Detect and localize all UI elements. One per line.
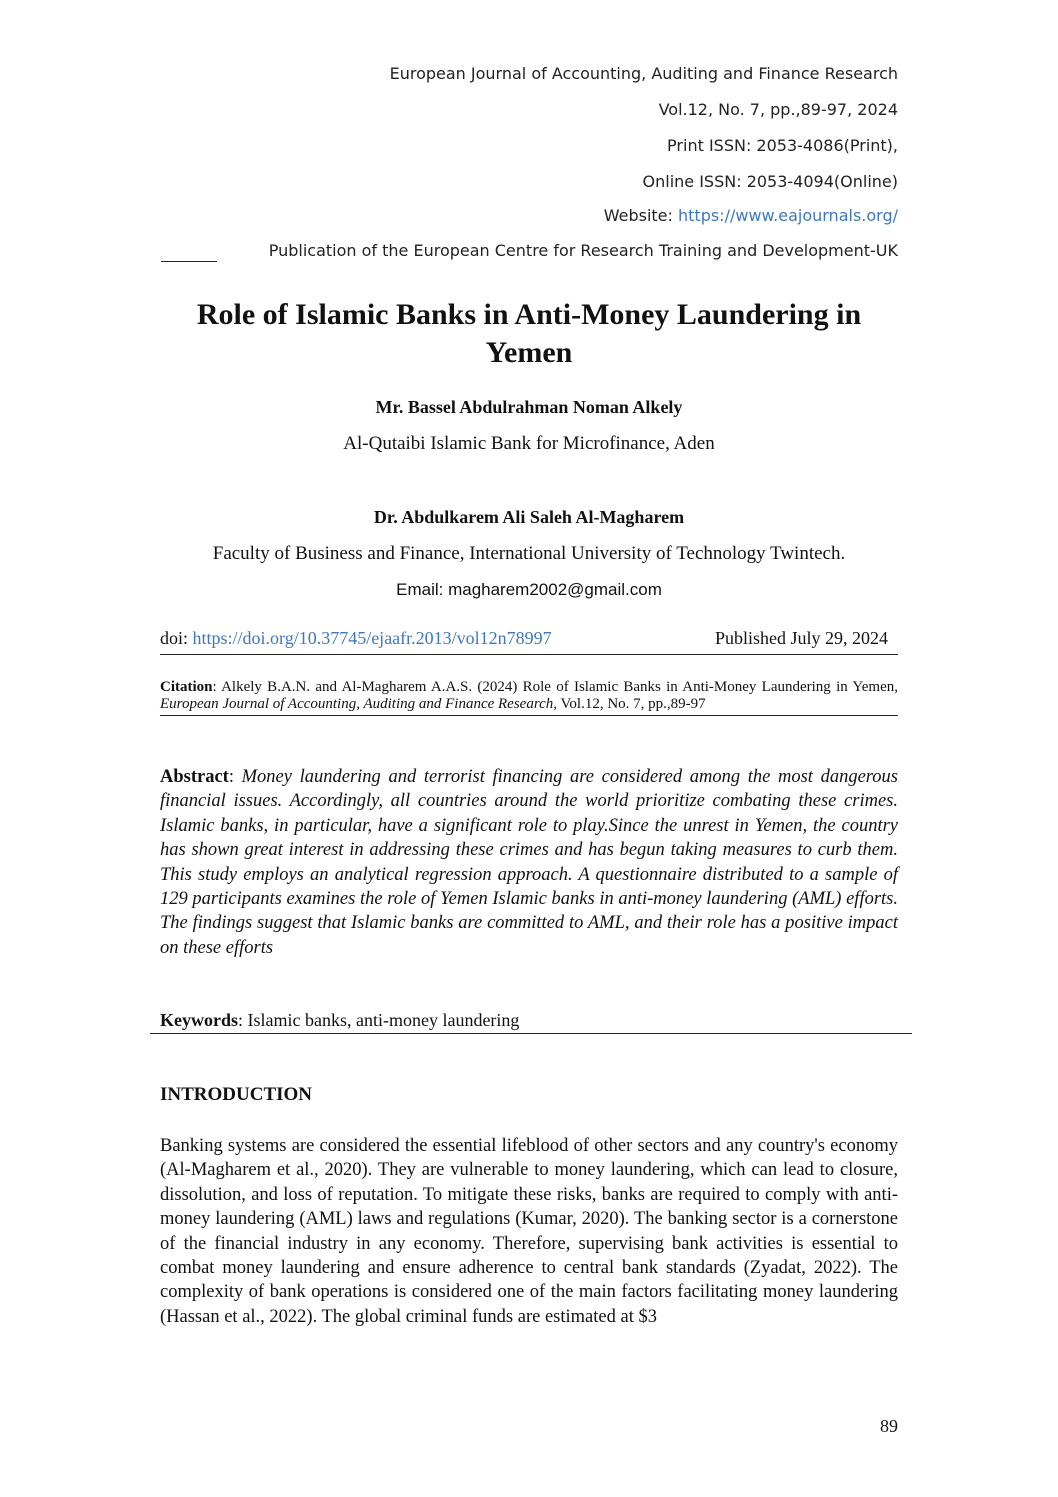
publisher-line: Publication of the European Centre for Research Training and Development-UK (268, 241, 898, 260)
print-issn: Print ISSN: 2053-4086(Print), (667, 136, 898, 155)
doi-label: doi: (160, 628, 193, 648)
section-heading: INTRODUCTION (160, 1084, 313, 1105)
paper-title: Role of Islamic Banks in Anti-Money Laundering in Yemen (196, 298, 862, 369)
keywords-label: Keywords (160, 1010, 238, 1030)
citation-block (160, 679, 898, 716)
doi-link[interactable]: https://doi.org/10.37745/ejaafr.2013/vol12n78997 (192, 628, 552, 648)
keywords (160, 1010, 900, 1031)
citation-pages: , Vol.12, No. 7, pp.,89-97 (553, 696, 706, 712)
published-date: Published July 29, 2024 (714, 628, 888, 648)
doi (160, 628, 552, 649)
doi-row (160, 628, 898, 655)
journal-name: European Journal of Accounting, Auditing and Finance Research (389, 64, 898, 83)
keywords-rule (150, 1033, 912, 1034)
website-line (604, 206, 898, 225)
author-2-affiliation: Faculty of Business and Finance, International University of Technology Twintech. (212, 543, 846, 564)
header-rule (161, 261, 217, 262)
author-2-name: Dr. Abdulkarem Ali Saleh Al-Magharem (373, 507, 685, 527)
citation-label: Citation (160, 679, 213, 695)
abstract-text: Money laundering and terrorist financing are considered among the most dangerous financial issues. Accordingly, all countries around the world prioritize combating these crimes. Islamic banks, in particular, have a significant role to play.Since the unrest in Yemen, the country has shown great interest in addressing these crimes and has begun taking measures to curb them. This study employs an analytical regression approach. A questionnaire distributed to a sample of 129 participants examines the role of Yemen Islamic banks in anti-money laundering (AML) efforts. The findings suggest that Islamic banks are committed to AML, and their role has a positive impact on these efforts (160, 767, 899, 958)
author-1-name: Mr. Bassel Abdulrahman Noman Alkely (375, 397, 683, 417)
intro-paragraph: Banking systems are considered the essential lifeblood of other sectors and any country's economy (Al-Magharem et al., 2020). They are vulnerable to money laundering, which can lead to closure, dissolution, and loss of reputation. To mitigate these risks, banks are required to comply with anti-money laundering (AML) laws and regulations (Kumar, 2020). The banking sector is a cornerstone of the financial industry in any economy. Therefore, supervising bank activities is essential to combat money laundering and ensure adherence to central bank standards (Zyadat, 2022). The complexity of bank operations is considered one of the main factors facilitating money laundering (Hassan et al., 2022). The global criminal funds are estimated at $3 (160, 1136, 898, 1327)
citation-journal: European Journal of Accounting, Auditing and Finance Research (160, 696, 554, 712)
website-link[interactable]: https://www.eajournals.org/ (678, 206, 898, 225)
abstract: Abstract: Money laundering and terrorist financing are considered among the most dangerous financial issues. Accordingly, all countries around the world prioritize combating these crimes. Islamic banks, in particular, have a significant role to play.Since the unrest in Yemen, the country has shown great interest in addressing these crimes and has begun taking measures to curb them. This study employs an analytical regression approach. A questionnaire distributed to a sample of 129 participants examines the role of Yemen Islamic banks in anti-money laundering (AML) efforts. The findings suggest that Islamic banks are committed to AML, and their role has a positive impact on these efforts (160, 767, 899, 958)
volume-info: Vol.12, No. 7, pp.,89-97, 2024 (658, 100, 898, 119)
keywords-text: : Islamic banks, anti-money laundering (238, 1010, 520, 1030)
page-number: 89 (880, 1416, 898, 1436)
citation-text: : Alkely B.A.N. and Al-Magharem A.A.S. (2024) Role of Islamic Banks in Anti-Money Laundering in Yemen, (212, 679, 898, 695)
online-issn: Online ISSN: 2053-4094(Online) (642, 172, 898, 191)
author-1-affiliation: Al-Qutaibi Islamic Bank for Microfinance, Aden (343, 433, 715, 454)
website-label: Website: (603, 206, 678, 225)
abstract-label: Abstract (160, 767, 229, 787)
author-email: Email: magharem2002@gmail.com (396, 580, 662, 599)
